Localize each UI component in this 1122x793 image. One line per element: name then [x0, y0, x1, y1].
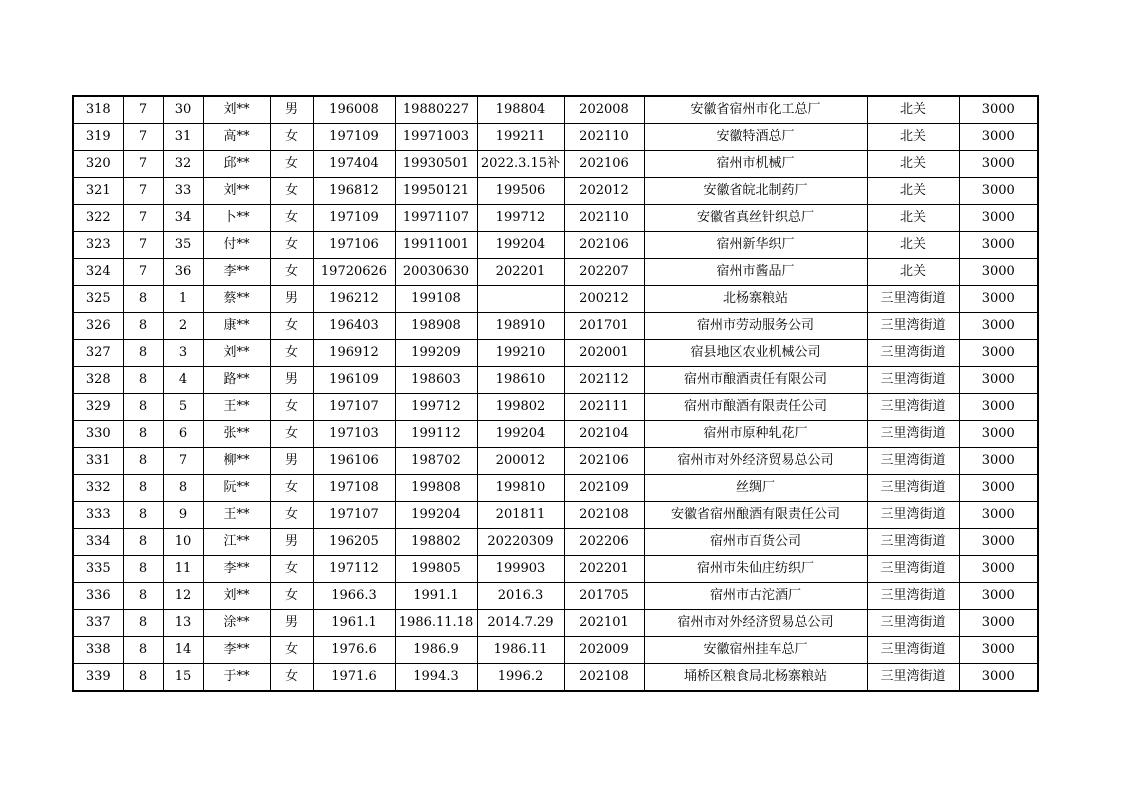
group-cell: 8 — [123, 583, 163, 610]
retire-cell: 202104 — [564, 421, 644, 448]
table-row — [73, 556, 1038, 583]
employer-cell: 安徽特酒总厂 — [644, 124, 867, 151]
group-cell: 8 — [123, 340, 163, 367]
date-cell: 199810 — [477, 475, 564, 502]
district-cell: 北关 — [867, 232, 959, 259]
employer-cell: 埇桥区粮食局北杨寨粮站 — [644, 664, 867, 692]
district-cell: 北关 — [867, 96, 959, 124]
name-cell: 李** — [203, 259, 270, 286]
amount-cell: 3000 — [959, 232, 1038, 259]
gender-cell: 女 — [270, 475, 313, 502]
index-cell: 1 — [163, 286, 203, 313]
amount-cell: 3000 — [959, 475, 1038, 502]
gender-cell: 女 — [270, 151, 313, 178]
table-body — [73, 96, 1038, 691]
amount-cell: 3000 — [959, 178, 1038, 205]
retire-cell: 202106 — [564, 448, 644, 475]
retire-cell: 201705 — [564, 583, 644, 610]
index-cell: 35 — [163, 232, 203, 259]
retire-cell: 202001 — [564, 340, 644, 367]
work-start-cell: 199805 — [395, 556, 477, 583]
employer-cell: 安徽省真丝针织总厂 — [644, 205, 867, 232]
seq-cell: 333 — [73, 502, 123, 529]
name-cell: 王** — [203, 394, 270, 421]
gender-cell: 男 — [270, 96, 313, 124]
table-row — [73, 583, 1038, 610]
birth-cell: 197109 — [313, 124, 395, 151]
amount-cell: 3000 — [959, 556, 1038, 583]
employer-cell: 宿州市机械厂 — [644, 151, 867, 178]
amount-cell: 3000 — [959, 664, 1038, 692]
work-start-cell: 198702 — [395, 448, 477, 475]
amount-cell: 3000 — [959, 124, 1038, 151]
district-cell: 北关 — [867, 178, 959, 205]
date-cell: 200012 — [477, 448, 564, 475]
work-start-cell: 19880227 — [395, 96, 477, 124]
birth-cell: 196008 — [313, 96, 395, 124]
amount-cell: 3000 — [959, 637, 1038, 664]
employer-cell: 丝绸厂 — [644, 475, 867, 502]
group-cell: 7 — [123, 96, 163, 124]
district-cell: 三里湾街道 — [867, 448, 959, 475]
employer-cell: 宿州市酿酒责任有限公司 — [644, 367, 867, 394]
gender-cell: 女 — [270, 205, 313, 232]
seq-cell: 323 — [73, 232, 123, 259]
work-start-cell: 199712 — [395, 394, 477, 421]
date-cell: 201811 — [477, 502, 564, 529]
table-row — [73, 340, 1038, 367]
name-cell: 刘** — [203, 178, 270, 205]
index-cell: 3 — [163, 340, 203, 367]
seq-cell: 325 — [73, 286, 123, 313]
gender-cell: 女 — [270, 394, 313, 421]
name-cell: 王** — [203, 502, 270, 529]
group-cell: 8 — [123, 313, 163, 340]
name-cell: 路** — [203, 367, 270, 394]
table-row — [73, 502, 1038, 529]
district-cell: 三里湾街道 — [867, 637, 959, 664]
amount-cell: 3000 — [959, 583, 1038, 610]
name-cell: 柳** — [203, 448, 270, 475]
seq-cell: 324 — [73, 259, 123, 286]
work-start-cell: 199209 — [395, 340, 477, 367]
group-cell: 8 — [123, 637, 163, 664]
table-row — [73, 664, 1038, 692]
retire-cell: 202108 — [564, 502, 644, 529]
employer-cell: 宿州市酿酒有限责任公司 — [644, 394, 867, 421]
group-cell: 8 — [123, 664, 163, 692]
gender-cell: 女 — [270, 637, 313, 664]
name-cell: 李** — [203, 556, 270, 583]
work-start-cell: 1986.9 — [395, 637, 477, 664]
gender-cell: 女 — [270, 259, 313, 286]
employer-cell: 宿州市对外经济贸易总公司 — [644, 610, 867, 637]
birth-cell: 1966.3 — [313, 583, 395, 610]
employer-cell: 北杨寨粮站 — [644, 286, 867, 313]
employer-cell: 宿州市对外经济贸易总公司 — [644, 448, 867, 475]
employer-cell: 宿州市酱品厂 — [644, 259, 867, 286]
retire-cell: 201701 — [564, 313, 644, 340]
work-start-cell: 1986.11.18 — [395, 610, 477, 637]
date-cell: 20220309 — [477, 529, 564, 556]
work-start-cell: 198802 — [395, 529, 477, 556]
amount-cell: 3000 — [959, 259, 1038, 286]
district-cell: 三里湾街道 — [867, 664, 959, 692]
group-cell: 7 — [123, 178, 163, 205]
table-row — [73, 286, 1038, 313]
gender-cell: 男 — [270, 286, 313, 313]
gender-cell: 女 — [270, 583, 313, 610]
date-cell: 202201 — [477, 259, 564, 286]
amount-cell: 3000 — [959, 502, 1038, 529]
district-cell: 北关 — [867, 124, 959, 151]
name-cell: 邱** — [203, 151, 270, 178]
district-cell: 三里湾街道 — [867, 583, 959, 610]
retire-cell: 202106 — [564, 232, 644, 259]
gender-cell: 女 — [270, 556, 313, 583]
gender-cell: 女 — [270, 313, 313, 340]
table-row — [73, 394, 1038, 421]
group-cell: 8 — [123, 529, 163, 556]
date-cell: 199204 — [477, 232, 564, 259]
birth-cell: 197108 — [313, 475, 395, 502]
employer-cell: 宿州市朱仙庄纺织厂 — [644, 556, 867, 583]
group-cell: 8 — [123, 475, 163, 502]
retire-cell: 202206 — [564, 529, 644, 556]
work-start-cell: 19971003 — [395, 124, 477, 151]
work-start-cell: 199112 — [395, 421, 477, 448]
gender-cell: 女 — [270, 340, 313, 367]
group-cell: 8 — [123, 610, 163, 637]
seq-cell: 326 — [73, 313, 123, 340]
birth-cell: 1971.6 — [313, 664, 395, 692]
district-cell: 三里湾街道 — [867, 502, 959, 529]
gender-cell: 女 — [270, 664, 313, 692]
birth-cell: 197107 — [313, 502, 395, 529]
gender-cell: 男 — [270, 610, 313, 637]
amount-cell: 3000 — [959, 421, 1038, 448]
name-cell: 张** — [203, 421, 270, 448]
date-cell: 198804 — [477, 96, 564, 124]
retire-cell: 202112 — [564, 367, 644, 394]
name-cell: 涂** — [203, 610, 270, 637]
table-row — [73, 205, 1038, 232]
seq-cell: 329 — [73, 394, 123, 421]
birth-cell: 197404 — [313, 151, 395, 178]
seq-cell: 328 — [73, 367, 123, 394]
work-start-cell: 198603 — [395, 367, 477, 394]
group-cell: 8 — [123, 502, 163, 529]
seq-cell: 327 — [73, 340, 123, 367]
index-cell: 4 — [163, 367, 203, 394]
birth-cell: 196106 — [313, 448, 395, 475]
table-row — [73, 232, 1038, 259]
group-cell: 8 — [123, 286, 163, 313]
employer-cell: 安徽宿州挂车总厂 — [644, 637, 867, 664]
name-cell: 刘** — [203, 583, 270, 610]
gender-cell: 男 — [270, 529, 313, 556]
gender-cell: 女 — [270, 124, 313, 151]
district-cell: 三里湾街道 — [867, 475, 959, 502]
table-row — [73, 178, 1038, 205]
table-row — [73, 475, 1038, 502]
name-cell: 于** — [203, 664, 270, 692]
index-cell: 9 — [163, 502, 203, 529]
index-cell: 30 — [163, 96, 203, 124]
work-start-cell: 19971107 — [395, 205, 477, 232]
district-cell: 三里湾街道 — [867, 340, 959, 367]
seq-cell: 320 — [73, 151, 123, 178]
retire-cell: 202106 — [564, 151, 644, 178]
date-cell: 199802 — [477, 394, 564, 421]
index-cell: 13 — [163, 610, 203, 637]
name-cell: 康** — [203, 313, 270, 340]
gender-cell: 男 — [270, 367, 313, 394]
birth-cell: 197112 — [313, 556, 395, 583]
district-cell: 三里湾街道 — [867, 286, 959, 313]
table-row — [73, 313, 1038, 340]
amount-cell: 3000 — [959, 151, 1038, 178]
date-cell: 1986.11 — [477, 637, 564, 664]
district-cell: 北关 — [867, 151, 959, 178]
name-cell: 卜** — [203, 205, 270, 232]
seq-cell: 332 — [73, 475, 123, 502]
amount-cell: 3000 — [959, 448, 1038, 475]
table-row — [73, 367, 1038, 394]
retire-cell: 202109 — [564, 475, 644, 502]
amount-cell: 3000 — [959, 205, 1038, 232]
retire-cell: 202012 — [564, 178, 644, 205]
seq-cell: 339 — [73, 664, 123, 692]
date-cell — [477, 286, 564, 313]
name-cell: 阮** — [203, 475, 270, 502]
index-cell: 6 — [163, 421, 203, 448]
amount-cell: 3000 — [959, 610, 1038, 637]
name-cell: 刘** — [203, 340, 270, 367]
birth-cell: 1961.1 — [313, 610, 395, 637]
retire-cell: 202111 — [564, 394, 644, 421]
work-start-cell: 199808 — [395, 475, 477, 502]
group-cell: 8 — [123, 448, 163, 475]
group-cell: 7 — [123, 205, 163, 232]
employer-cell: 宿州市劳动服务公司 — [644, 313, 867, 340]
work-start-cell: 19950121 — [395, 178, 477, 205]
amount-cell: 3000 — [959, 340, 1038, 367]
date-cell: 198610 — [477, 367, 564, 394]
amount-cell: 3000 — [959, 529, 1038, 556]
name-cell: 高** — [203, 124, 270, 151]
seq-cell: 322 — [73, 205, 123, 232]
index-cell: 12 — [163, 583, 203, 610]
name-cell: 刘** — [203, 96, 270, 124]
district-cell: 三里湾街道 — [867, 610, 959, 637]
birth-cell: 196812 — [313, 178, 395, 205]
table-row — [73, 610, 1038, 637]
table-row — [73, 151, 1038, 178]
index-cell: 11 — [163, 556, 203, 583]
retire-cell: 202201 — [564, 556, 644, 583]
birth-cell: 196212 — [313, 286, 395, 313]
name-cell: 付** — [203, 232, 270, 259]
amount-cell: 3000 — [959, 286, 1038, 313]
name-cell: 江** — [203, 529, 270, 556]
group-cell: 8 — [123, 394, 163, 421]
index-cell: 14 — [163, 637, 203, 664]
date-cell: 198910 — [477, 313, 564, 340]
date-cell: 199903 — [477, 556, 564, 583]
date-cell: 199210 — [477, 340, 564, 367]
group-cell: 8 — [123, 556, 163, 583]
index-cell: 5 — [163, 394, 203, 421]
district-cell: 北关 — [867, 259, 959, 286]
date-cell: 199506 — [477, 178, 564, 205]
date-cell: 1996.2 — [477, 664, 564, 692]
group-cell: 7 — [123, 151, 163, 178]
gender-cell: 男 — [270, 448, 313, 475]
retire-cell: 202110 — [564, 124, 644, 151]
birth-cell: 197107 — [313, 394, 395, 421]
employer-cell: 宿州市百货公司 — [644, 529, 867, 556]
seq-cell: 336 — [73, 583, 123, 610]
work-start-cell: 1994.3 — [395, 664, 477, 692]
birth-cell: 19720626 — [313, 259, 395, 286]
index-cell: 15 — [163, 664, 203, 692]
birth-cell: 196912 — [313, 340, 395, 367]
index-cell: 33 — [163, 178, 203, 205]
index-cell: 36 — [163, 259, 203, 286]
employer-cell: 宿县地区农业机械公司 — [644, 340, 867, 367]
work-start-cell: 199204 — [395, 502, 477, 529]
seq-cell: 337 — [73, 610, 123, 637]
amount-cell: 3000 — [959, 313, 1038, 340]
seq-cell: 319 — [73, 124, 123, 151]
table-row — [73, 259, 1038, 286]
seq-cell: 318 — [73, 96, 123, 124]
index-cell: 10 — [163, 529, 203, 556]
employer-cell: 宿州新华织厂 — [644, 232, 867, 259]
amount-cell: 3000 — [959, 96, 1038, 124]
district-cell: 北关 — [867, 205, 959, 232]
index-cell: 8 — [163, 475, 203, 502]
employer-cell: 宿州市原种轧花厂 — [644, 421, 867, 448]
birth-cell: 196205 — [313, 529, 395, 556]
district-cell: 三里湾街道 — [867, 421, 959, 448]
birth-cell: 1976.6 — [313, 637, 395, 664]
retire-cell: 202101 — [564, 610, 644, 637]
birth-cell: 197106 — [313, 232, 395, 259]
seq-cell: 335 — [73, 556, 123, 583]
district-cell: 三里湾街道 — [867, 556, 959, 583]
table-row — [73, 421, 1038, 448]
district-cell: 三里湾街道 — [867, 367, 959, 394]
work-start-cell: 19930501 — [395, 151, 477, 178]
employer-cell: 安徽省皖北制药厂 — [644, 178, 867, 205]
date-cell: 199204 — [477, 421, 564, 448]
gender-cell: 女 — [270, 421, 313, 448]
retire-cell: 202008 — [564, 96, 644, 124]
district-cell: 三里湾街道 — [867, 529, 959, 556]
name-cell: 李** — [203, 637, 270, 664]
index-cell: 7 — [163, 448, 203, 475]
retire-cell: 202207 — [564, 259, 644, 286]
gender-cell: 女 — [270, 232, 313, 259]
data-table — [72, 95, 1039, 692]
group-cell: 8 — [123, 421, 163, 448]
work-start-cell: 19911001 — [395, 232, 477, 259]
table-row — [73, 529, 1038, 556]
amount-cell: 3000 — [959, 394, 1038, 421]
seq-cell: 331 — [73, 448, 123, 475]
date-cell: 2016.3 — [477, 583, 564, 610]
retire-cell: 202110 — [564, 205, 644, 232]
employer-cell: 安徽省宿州市化工总厂 — [644, 96, 867, 124]
group-cell: 7 — [123, 124, 163, 151]
gender-cell: 女 — [270, 502, 313, 529]
district-cell: 三里湾街道 — [867, 313, 959, 340]
retire-cell: 202009 — [564, 637, 644, 664]
work-start-cell: 20030630 — [395, 259, 477, 286]
work-start-cell: 199108 — [395, 286, 477, 313]
seq-cell: 334 — [73, 529, 123, 556]
group-cell: 8 — [123, 367, 163, 394]
birth-cell: 196109 — [313, 367, 395, 394]
date-cell: 2022.3.15补 — [477, 151, 564, 178]
date-cell: 199712 — [477, 205, 564, 232]
name-cell: 蔡** — [203, 286, 270, 313]
seq-cell: 338 — [73, 637, 123, 664]
group-cell: 7 — [123, 259, 163, 286]
index-cell: 31 — [163, 124, 203, 151]
seq-cell: 321 — [73, 178, 123, 205]
table-row — [73, 448, 1038, 475]
birth-cell: 197103 — [313, 421, 395, 448]
gender-cell: 女 — [270, 178, 313, 205]
amount-cell: 3000 — [959, 367, 1038, 394]
seq-cell: 330 — [73, 421, 123, 448]
index-cell: 34 — [163, 205, 203, 232]
group-cell: 7 — [123, 232, 163, 259]
index-cell: 2 — [163, 313, 203, 340]
employer-cell: 宿州市古沱酒厂 — [644, 583, 867, 610]
date-cell: 199211 — [477, 124, 564, 151]
employer-cell: 安徽省宿州酿酒有限责任公司 — [644, 502, 867, 529]
index-cell: 32 — [163, 151, 203, 178]
district-cell: 三里湾街道 — [867, 394, 959, 421]
retire-cell: 202108 — [564, 664, 644, 692]
birth-cell: 196403 — [313, 313, 395, 340]
birth-cell: 197109 — [313, 205, 395, 232]
work-start-cell: 1991.1 — [395, 583, 477, 610]
date-cell: 2014.7.29 — [477, 610, 564, 637]
work-start-cell: 198908 — [395, 313, 477, 340]
table-row — [73, 637, 1038, 664]
table-row — [73, 124, 1038, 151]
retire-cell: 200212 — [564, 286, 644, 313]
table-row — [73, 96, 1038, 124]
